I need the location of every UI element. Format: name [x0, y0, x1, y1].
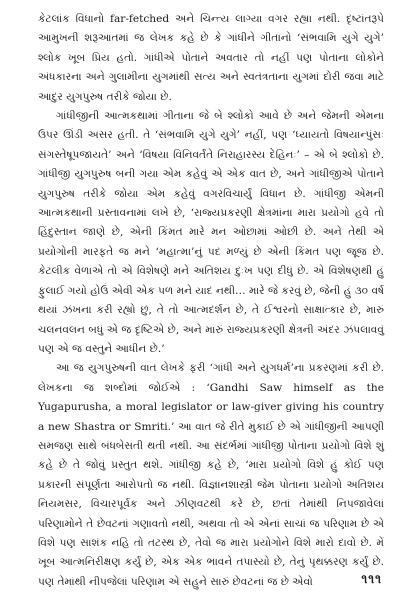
paragraph-yugapurusha: આ જ યુગપુરુષની વાત લેખકે ફરી ‘ગાંધી અને યુગધર્મ’ના પ્રકરણમાં કરી છે. લેખકના જ શબ્દોમાં જોઈએ : ‘Gandhi Saw himself as the Yugapurusha, a moral legislator or law-giver giving his country a new Shastra or Smriti.’ આ વાત જે રીતે મુકાઈ છે એ ગાંધીજીની આપણી સમજણ સાથે બંધબેસતી થતી નથી. આ સંદર્ભમાં ગાંધીજી પોતાના પ્રયોગો વિશે શું કહે છે તે જોવું પ્રસ્તુત થશે. ગાંધીજી કહે છે, ‘મારા પ્રયોગો વિશે હું કોઈ પણ પ્રકારની સંપૂર્ણતા આરોપતો જ નથી. વિજ્ઞાનશાસ્ત્રી જેમ પોતાના પ્રયોગો અતિશય નિયમસર, વિચારપૂર્વક અને ઝીણવટથી કરે છે, છતાં તેમાંથી નિપજાવેલાં પરિણામોને તે છેવટનાં ગણાવતો નથી, અથવા તો એ એનાં સાચાં જ પરિણામ છે એ વિશે પણ સાશંક નહિ તો તટસ્થ છે, તેવો જ મારા પ્રયોગોને વિશે મારો દાવો છે. મેં ખૂબ આત્મનિરીક્ષણ કર્યું છે, એક એક ભાવને તપાસ્યો છે, તેનું પૃથક્કરણ કર્યું છે. પણ તેમાંથી નીપજેલાં પરિણામ એ સહુને સારું છેવટનાં જ છે એવો — [38, 362, 384, 588]
document-page — [38, 10, 384, 590]
paragraph-gita-verses: ગાંધીજીની આત્મકથામાં ગીતાના જે બે શ્લોકો આવે છે અને જેમની એમના ઉપર ઊંડી અસર હતી. તે ‘સંભવામિ યુગે યુગે’ નહીં, પણ ‘ધ્યાયતો વિષયાન્પુંસઃ સંગસ્તેષૂપજાયતે’ અને ‘વિષયા વિનિવર્તંતે નિરાહારસ્ય દેહિનઃ’ – એ બે શ્લોકો છે. ગાંધીજી યુગપુરુષ બની ગયા એમ કહેવું એ એક વાત છે, અને ગાંધીજીએ પોતાને યુગપુરુષ તરીકે જોયા એમ કહેવું વગરવિચાર્યું વિધાન છે. ગાંધીજી એમની આત્મકથાની પ્રસ્તાવનામાં લખે છે, ‘રાજ્યપ્રકરણી ક્ષેત્રમાંના મારા પ્રયોગો હવે તો હિંદુસ્તાન જાણે છે, એની કિંમત મારે મન ઓછામાં ઓછી છે. અને તેથી એ પ્રયોગોની મારફતે જ મને ‘મહાત્મા’નું પદ મળ્યું છે એની કિંમત પણ જૂજ છે. કેટલીક વેળાએ તો એ વિશેષણે મને અતિશય દુઃખ પણ દીધું છે. એ વિશેષણથી હું ફુલાઈ ગયો હોઉં એવી એક પળ મને યાદ નથી… મારે જે કરવું છે, જેની હું ૩૦ વર્ષ થયાં ઝંખના કરી રહ્યો છું, તે તો આત્મદર્શન છે, તે ઈશ્વરનો સાક્ષાત્કાર છે, મારું ચલનવલન બધું એ જ દૃષ્ટિએ છે, અને મારું રાજ્યપ્રકરણી ક્ષેત્રની અંદર ઝંપલાવવું પણ એ જ વસ્તુને આધીન છે.’ — [38, 110, 384, 355]
paragraph-intro: કેટલાંક વિધાનો far-fetched અને ચિન્ત્ય લાગ્યા વગર રહ્યા નથી. દૃષ્ટાંતરૂપે આમુખની શરૂઆતમાં જ લેખક કહે છે કે ગાંધીને ગીતાનો ‘સંભવામિ યુગે યુગે’ શ્લોક ખૂબ પ્રિય હતો. ગાંધીએ પોતાને અવતાર તો નહીં પણ પોતાના લોકોને અંધકારના અને ગુલામીના યુગમાંથી સત્ય અને સ્વતંત્રતાના યુગમાં દોરી જવા માટે આદુર યુગપુરુષ તરીકે જોયા છે. — [38, 13, 384, 103]
page-number: ૧૧૧ — [361, 572, 382, 586]
